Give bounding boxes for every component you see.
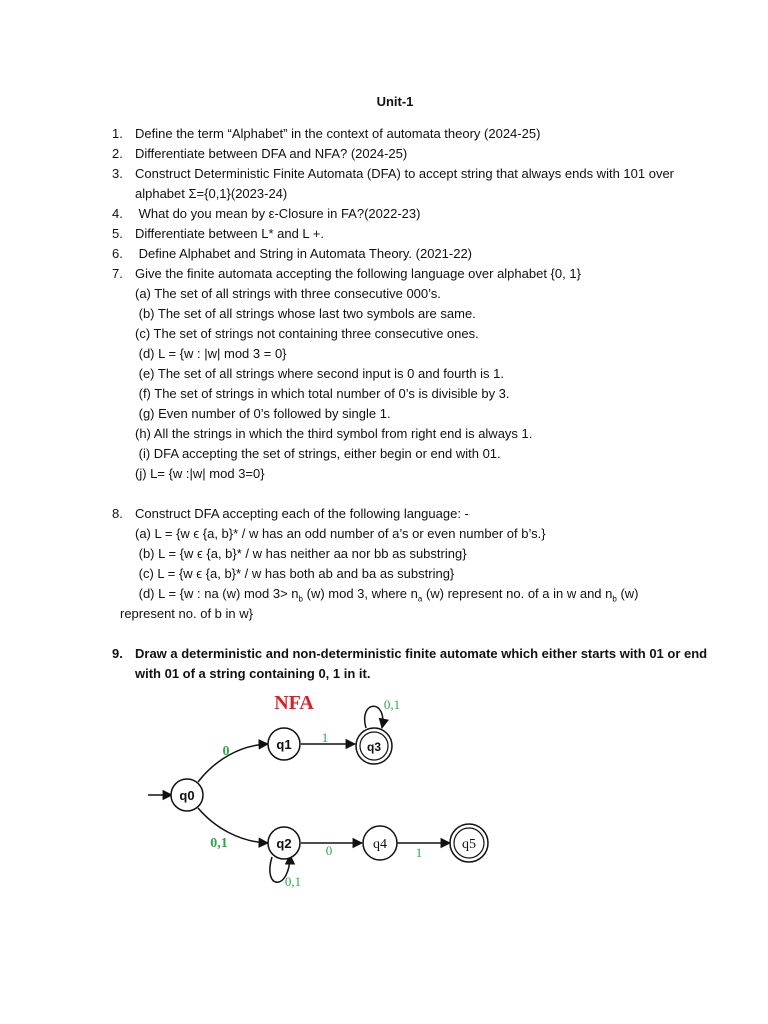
loop-q3 xyxy=(365,706,383,728)
label-q0-q1: 0 xyxy=(222,744,230,759)
question-8-part-c: (c) L = {w ϵ {a, b}* / w has both ab and ba as substring} xyxy=(135,566,455,581)
question-text: Differentiate between DFA and NFA? (2024-25) xyxy=(135,146,408,161)
question-number: 5. xyxy=(112,226,123,241)
question-8 xyxy=(108,504,708,524)
question-3-continuation: alphabet Σ={0,1}(2023-24) xyxy=(135,186,288,201)
question-text: Give the finite automata accepting the following language over alphabet {0, 1} xyxy=(135,266,581,281)
state-q3-label: q3 xyxy=(366,740,382,754)
question-7-part-h: (h) All the strings in which the third symbol from right end is always 1. xyxy=(135,426,533,441)
question-8-part-d: (d) L = {w : na (w) mod $3> n_b$ (w) mod 3, where $n_a$ (w) represent no. of a in w and $n_b$ (w) xyxy=(135,586,639,604)
question-number: 4. xyxy=(112,206,123,221)
question-7 xyxy=(108,264,708,284)
question-7-part-b: (b) The set of all strings whose last two symbols are same. xyxy=(135,306,476,321)
question-number: 1. xyxy=(112,126,123,141)
question-text: What do you mean by ε-Closure in FA?(2022-23) xyxy=(135,206,421,221)
nfa-diagram xyxy=(0,680,768,910)
question-8-part-d-continuation: represent no. of b in w} xyxy=(120,606,253,621)
question-8-part-a: (a) L = {w ϵ {a, b}* / w has an odd number of a’s or even number of b’s.} xyxy=(135,526,546,541)
state-q2-label: q2 xyxy=(276,836,292,851)
question-7-part-f: (f) The set of strings in which total number of 0’s is divisible by 3. xyxy=(135,386,510,401)
question-2 xyxy=(108,144,708,164)
question-text: Define the term “Alphabet” in the context of automata theory (2024-25) xyxy=(135,126,541,141)
question-6 xyxy=(108,244,708,264)
label-q1-q3: 1 xyxy=(321,730,329,745)
label-q0-q2: 0,1 xyxy=(210,836,228,851)
question-5 xyxy=(108,224,708,244)
state-q5-label: q5 xyxy=(462,837,476,852)
question-text: Define Alphabet and String in Automata Theory. (2021-22) xyxy=(135,246,473,261)
question-text: Construct DFA accepting each of the following language: - xyxy=(135,506,469,521)
label-q2-loop: 0,1 xyxy=(284,874,302,889)
question-number: 7. xyxy=(112,266,123,281)
question-number: 3. xyxy=(112,166,123,181)
question-4 xyxy=(108,204,708,224)
question-text: Construct Deterministic Finite Automata (DFA) to accept string that always ends with 101 over xyxy=(135,166,675,181)
page-title: Unit-1 xyxy=(376,94,414,109)
question-7-part-c: (c) The set of strings not containing three consecutive ones. xyxy=(135,326,479,341)
question-text: Draw a deterministic and non-deterministic finite automate which either starts with 01 or end xyxy=(135,646,708,661)
question-7-part-d: (d) L = {w : |w| mod 3 = 0} xyxy=(135,346,287,361)
question-9 xyxy=(108,644,708,664)
question-7-part-e: (e) The set of all strings where second input is 0 and fourth is 1. xyxy=(135,366,505,381)
question-number: 8. xyxy=(112,506,123,521)
label-q2-q4: 0 xyxy=(325,843,333,858)
question-number: 2. xyxy=(112,146,123,161)
question-7-part-j: (j) L= {w :|w| mod 3=0} xyxy=(135,466,265,481)
question-3 xyxy=(108,164,708,184)
question-9-continuation: with 01 of a string containing 0, 1 in it. xyxy=(135,666,371,681)
edge-q0-q1 xyxy=(198,744,268,782)
diagram-title: NFA xyxy=(274,692,314,714)
question-8-part-b: (b) L = {w ϵ {a, b}* / w has neither aa nor bb as substring} xyxy=(135,546,467,561)
state-q4-label: q4 xyxy=(373,837,387,852)
label-q4-q5: 1 xyxy=(415,845,423,860)
question-number: 6. xyxy=(112,246,123,261)
question-number: 9. xyxy=(112,646,123,661)
label-q3-loop: 0,1 xyxy=(383,697,401,712)
question-text: Differentiate between L* and L +. xyxy=(135,226,324,241)
question-7-part-i: (i) DFA accepting the set of strings, either begin or end with 01. xyxy=(135,446,501,461)
state-q0-label: q0 xyxy=(179,788,195,803)
state-q1-label: q1 xyxy=(276,737,292,752)
edge-q0-q2 xyxy=(198,808,268,843)
question-1 xyxy=(108,124,708,144)
question-7-part-g: (g) Even number of 0’s followed by single 1. xyxy=(135,406,391,421)
question-list xyxy=(108,124,708,684)
question-7-part-a: (a) The set of all strings with three consecutive 000’s. xyxy=(135,286,441,301)
